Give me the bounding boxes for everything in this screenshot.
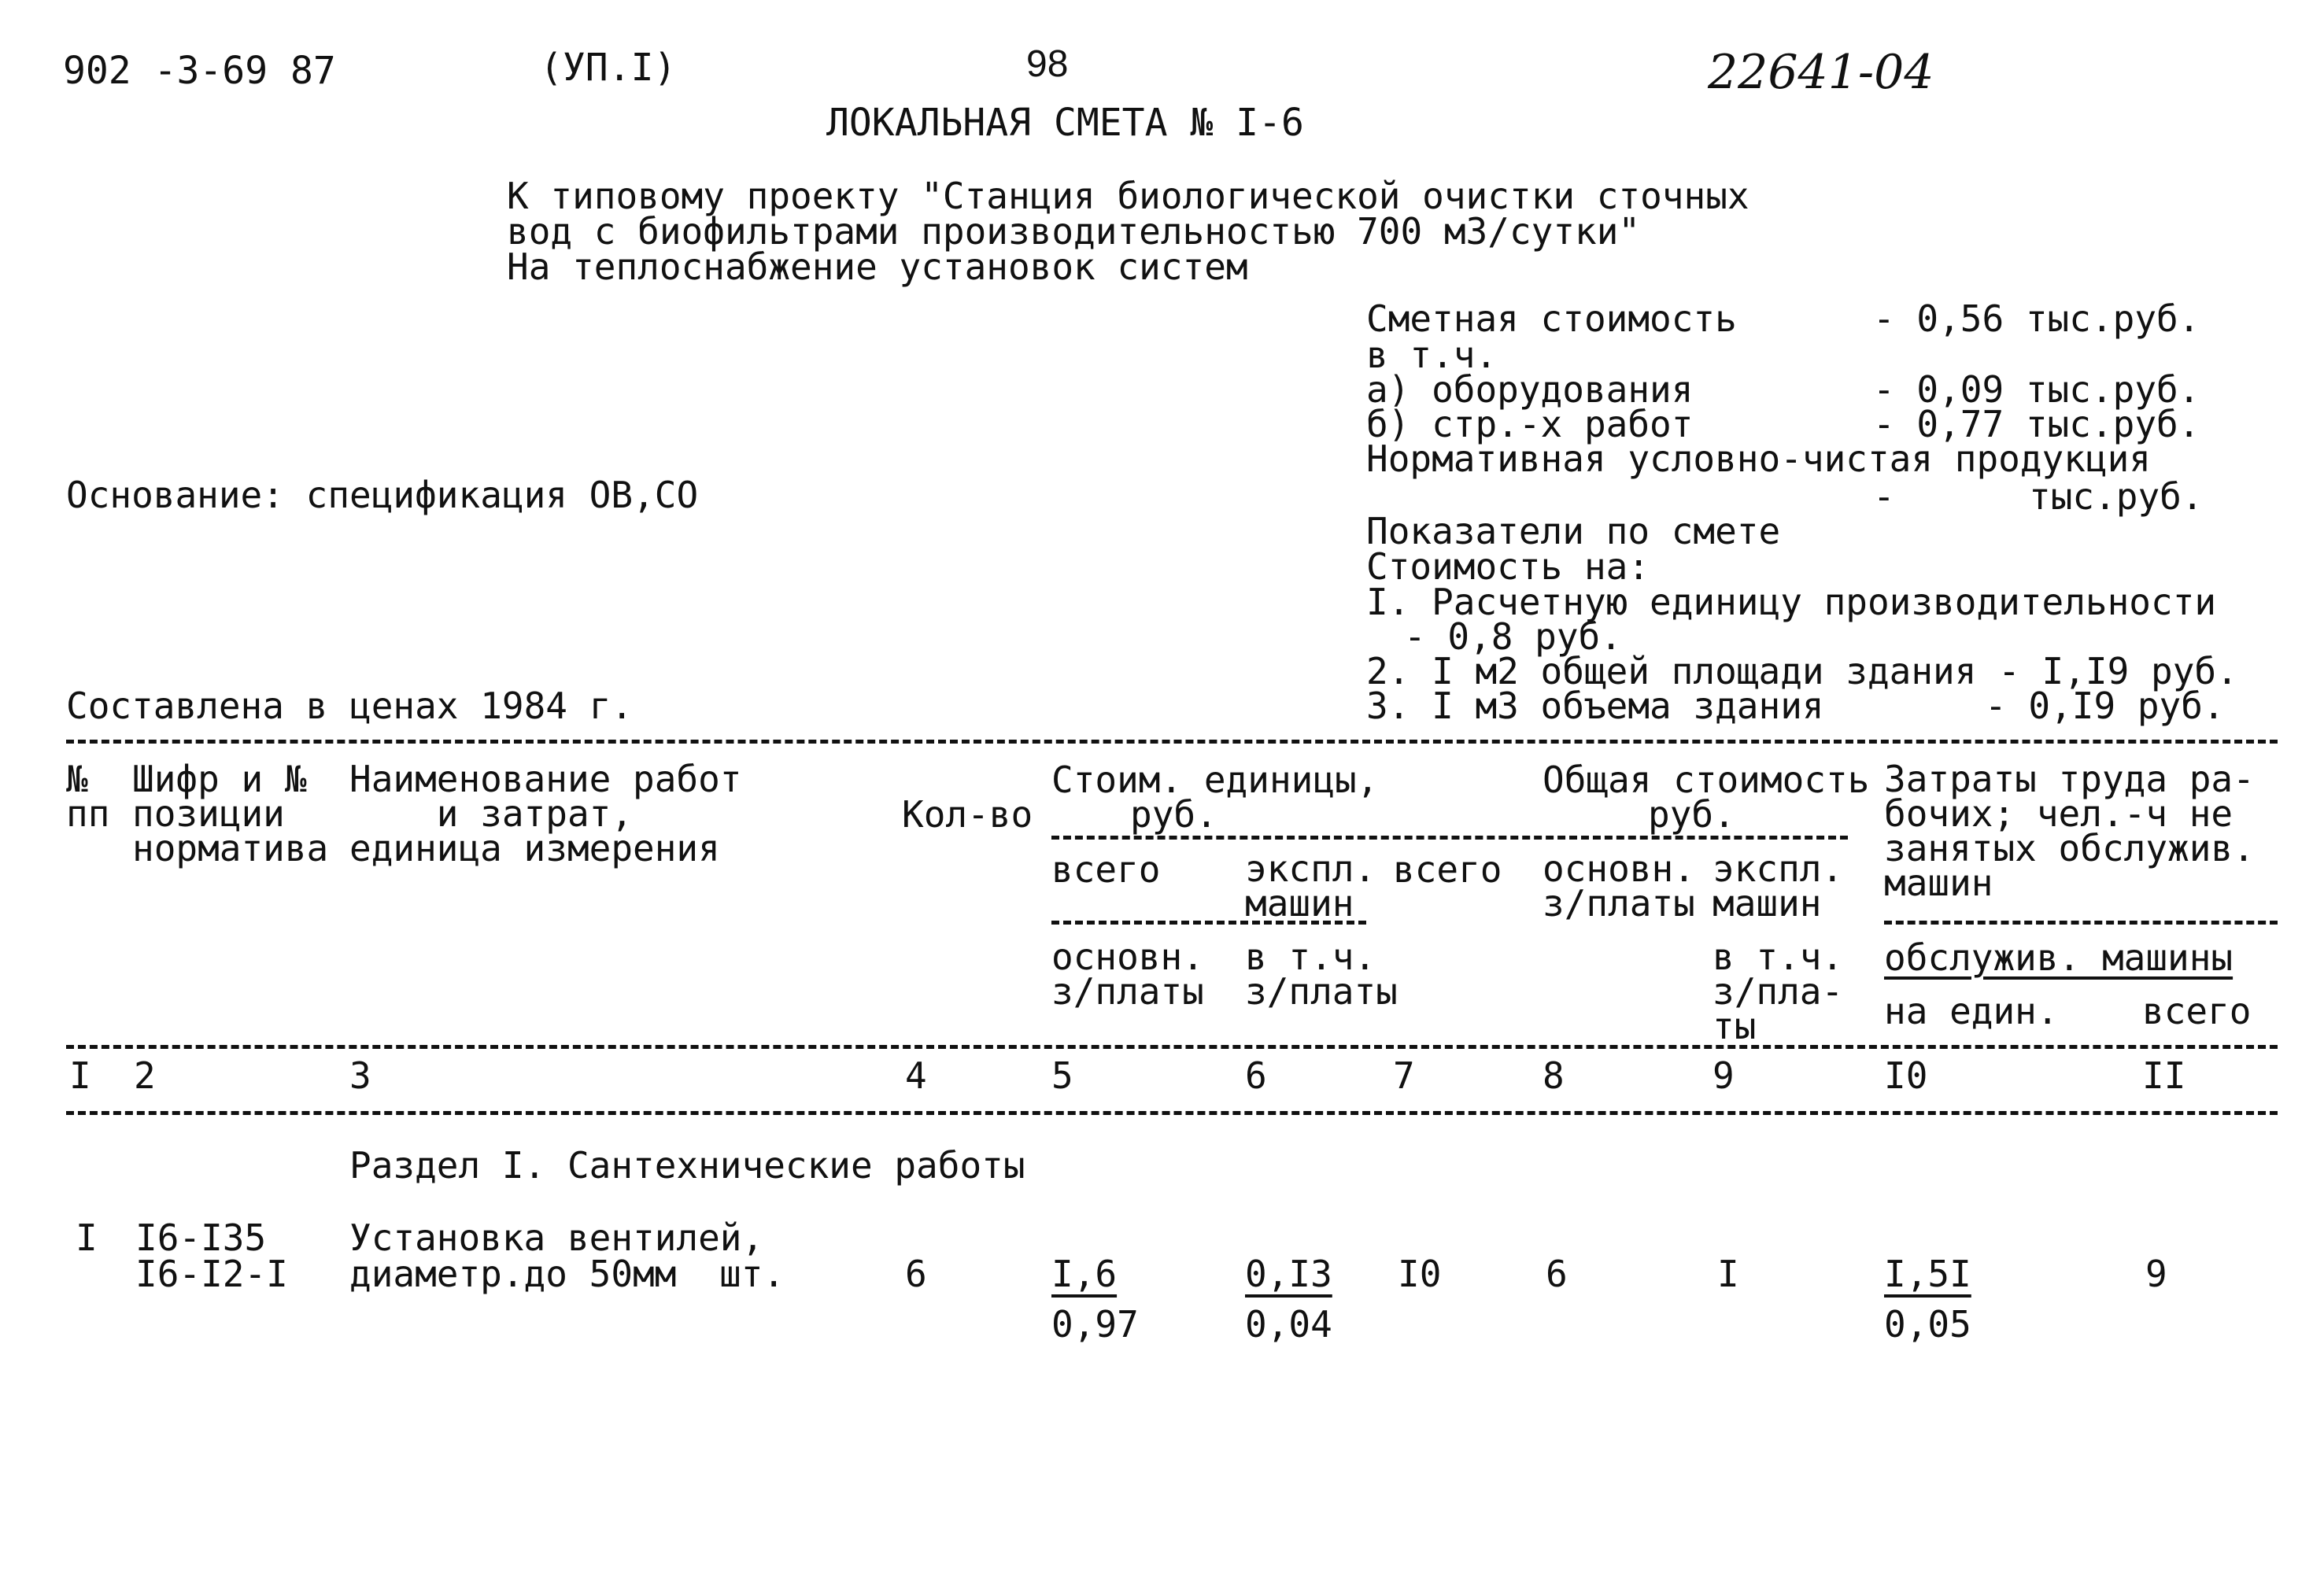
header-bottom-rule <box>66 1045 2278 1049</box>
column-number: 7 <box>1393 1054 1415 1097</box>
section-heading: Раздел I. Сантехнические работы <box>349 1144 1025 1187</box>
normative-dash: - <box>1873 475 1895 518</box>
labor-rule <box>1884 921 2278 925</box>
construction-value: - 0,77 тыс.руб. <box>1873 403 2200 445</box>
column-number: 5 <box>1051 1054 1073 1097</box>
column-number: 4 <box>905 1054 927 1097</box>
service-machines-header: обслужив. машины <box>1884 936 2233 979</box>
estimated-cost-value: - 0,56 тыс.руб. <box>1873 297 2200 340</box>
project-line-2: вод с биофильтрами производительностью 700 м3/сутки" <box>507 210 1641 253</box>
total-cost-header: Общая стоимость <box>1543 759 1870 801</box>
column-number: 8 <box>1543 1054 1565 1097</box>
col-1-header: № пп <box>66 758 110 835</box>
equipment-label: а) оборудования <box>1366 368 1694 411</box>
row-total-machines: I <box>1717 1253 1739 1295</box>
row-code-1: I6-I35 <box>135 1216 267 1259</box>
column-number: 9 <box>1713 1054 1735 1097</box>
indicators-label: Показатели по смете <box>1366 510 1781 552</box>
column-number: 6 <box>1245 1054 1267 1097</box>
estimated-cost-label: Сметная стоимость <box>1366 297 1737 340</box>
cost-per-label: Стоимость на: <box>1366 545 1650 588</box>
indicator-1-line-1: I. Расчетную единицу производительности <box>1366 581 2217 623</box>
inventory-number: 22641-04 <box>1708 45 1934 100</box>
indicator-3-label: 3. I м3 объема здания <box>1366 685 1824 727</box>
row-machine-cost: 0,I3 <box>1245 1253 1332 1295</box>
unit-cost-header: Стоим. единицы, <box>1051 759 1379 801</box>
indicator-3-value: - 0,I9 руб. <box>1985 685 2225 727</box>
album-label: (УП.I) <box>540 46 677 90</box>
col-5-header-bottom: основн. з/платы <box>1051 936 1204 1013</box>
column-number: II <box>2142 1054 2186 1097</box>
indicator-2: 2. I м2 общей площади здания - I,I9 руб. <box>1366 650 2238 692</box>
price-basis-line: Составлена в ценах 1984 г. <box>66 685 634 727</box>
column-number: I <box>69 1054 91 1097</box>
including-label: в т.ч. <box>1366 334 1498 376</box>
row-name-2: диаметр.до 50мм <box>349 1253 677 1295</box>
col-11-header: всего <box>2142 990 2252 1032</box>
indicator-1-line-2: - 0,8 руб. <box>1404 615 1622 658</box>
basis-line: Основание: спецификация ОВ,СО <box>66 474 699 516</box>
unit-cost-rule <box>1051 836 1848 840</box>
col-4-header: Кол-во <box>902 793 1033 836</box>
col-8-header: основн. з/платы <box>1543 847 1695 925</box>
normative-label: Нормативная условно-чистая продукция <box>1366 437 2151 480</box>
row-labor-service-per-unit: 0,05 <box>1884 1303 1971 1346</box>
row-number: I <box>76 1216 98 1259</box>
row-unit: шт. <box>719 1253 785 1295</box>
row-code-2: I6-I2-I <box>135 1253 288 1295</box>
column-numbers-rule <box>66 1111 2278 1115</box>
col-3-header: Наименование работ и затрат, единица измерения <box>349 758 742 869</box>
construction-label: б) стр.-х работ <box>1366 403 1694 445</box>
column-number: 3 <box>349 1054 371 1097</box>
row-quantity: 6 <box>905 1253 927 1295</box>
document-title: ЛОКАЛЬНАЯ СМЕТА № I-6 <box>826 101 1304 145</box>
equipment-value: - 0,09 тыс.руб. <box>1873 368 2200 411</box>
row-labor-per-unit: I,5I <box>1884 1253 1971 1295</box>
page-number: 98 <box>1026 43 1069 85</box>
col-2-header: Шифр и № позиции норматива <box>132 758 329 869</box>
column-number: I0 <box>1884 1054 1928 1097</box>
col-6-header-top: экспл. машин <box>1245 847 1376 925</box>
column-number: 2 <box>134 1054 156 1097</box>
col-10-header: на един. <box>1884 990 2059 1032</box>
unit-cost-rub: руб. <box>1130 793 1217 836</box>
total-cost-rub: руб. <box>1648 793 1735 836</box>
row-name-1: Установка вентилей, <box>349 1216 764 1259</box>
document-code: 902 -3-69 87 <box>63 49 336 93</box>
row-unit-cost-total: I,6 <box>1051 1253 1118 1295</box>
table-top-rule <box>66 740 2278 744</box>
col-9-header-top: экспл. машин <box>1713 847 1844 925</box>
normative-unit: тыс.руб. <box>2029 475 2204 518</box>
row-labor-total: 9 <box>2145 1253 2167 1295</box>
labor-header: Затраты труда ра- бочих; чел.-ч не занятых обслужив. машин <box>1884 758 2255 904</box>
project-line-1: К типовому проекту "Станция биологической очистки сточных <box>507 175 1749 217</box>
col-9-header-bottom: в т.ч. з/пла- ты <box>1713 936 1844 1047</box>
row-total-cost: I0 <box>1398 1253 1442 1295</box>
row-machine-wages: 0,04 <box>1245 1303 1332 1346</box>
row-total-wages: 6 <box>1546 1253 1568 1295</box>
col-6-header-bottom: в т.ч. з/платы <box>1245 936 1398 1013</box>
project-line-3: На теплоснабжение установок систем <box>507 245 1248 288</box>
col-7-header: всего <box>1393 848 1502 891</box>
row-unit-cost-wages: 0,97 <box>1051 1303 1139 1346</box>
col-5-header-top: всего <box>1051 848 1161 891</box>
